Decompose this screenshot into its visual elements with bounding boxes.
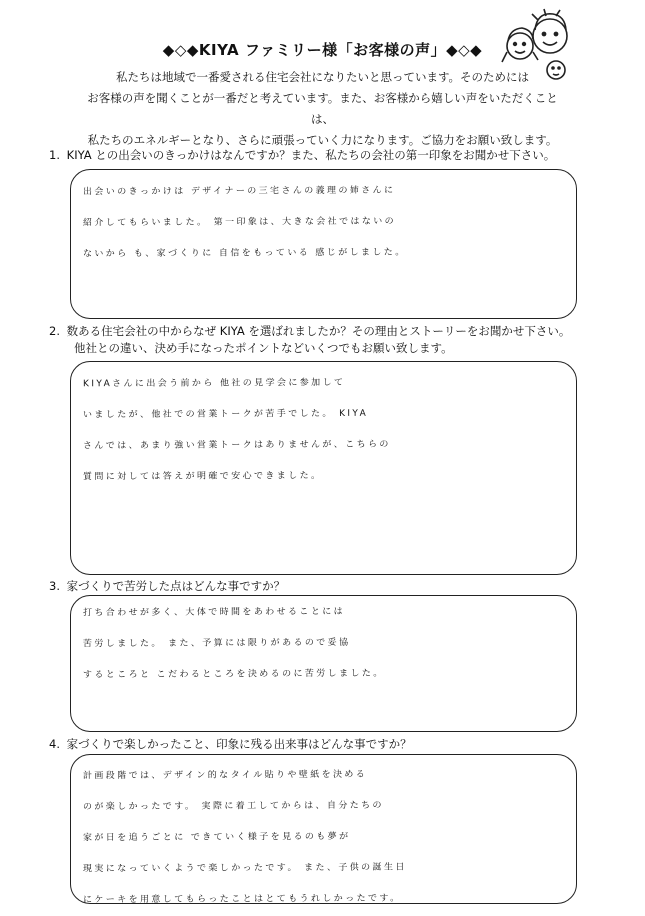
answer-2 bbox=[83, 368, 573, 492]
answer-line: いましたが、他社での営業トークが苦手でした。 KIYA bbox=[82, 408, 369, 421]
question-4 bbox=[49, 736, 609, 753]
answer-line: KIYAさんに出会う前から 他社の見学会に参加して bbox=[82, 377, 346, 390]
answer-line: 質問に対しては答えが明確で安心できました。 bbox=[82, 471, 323, 483]
question-number: 2. bbox=[49, 324, 60, 338]
question-number: 4. bbox=[49, 737, 60, 751]
question-subtext: 他社との違い、決め手になったポイントなどいくつでもお願い致します。 bbox=[74, 341, 453, 355]
answer-3 bbox=[83, 597, 573, 690]
answer-line: 出会いのきっかけは デザイナーの三宅さんの義理の姉さんに bbox=[82, 185, 396, 198]
answer-line: 家が日を追うごとに できていく様子を見るのも夢が bbox=[82, 831, 351, 844]
question-number: 1. bbox=[49, 148, 60, 162]
answer-line: 打ち合わせが多く、大体で時間をあわせることには bbox=[82, 606, 346, 619]
question-3 bbox=[49, 578, 609, 595]
intro-text bbox=[80, 67, 565, 151]
intro-line: 私たちは地域で一番愛される住宅会社になりたいと思っています。そのためには bbox=[115, 70, 530, 84]
question-text: KIYA との出会いのきっかけはなんですか？また、私たちの会社の第一印象をお聞かせ下さい。 bbox=[66, 148, 556, 162]
question-text: 家づくりで楽しかったこと、印象に残る出来事はどんな事ですか？ bbox=[66, 737, 412, 751]
question-text: 家づくりで苦労した点はどんな事ですか？ bbox=[66, 579, 286, 593]
answer-line: 現実になっていくようで楽しかったです。 また、子供の誕生日 bbox=[82, 862, 407, 875]
question-number: 3. bbox=[49, 579, 60, 593]
question-text: 数ある住宅会社の中からなぜ KIYA を選ばれましたか？その理由とストーリーをお聞かせ下さい。 bbox=[66, 324, 571, 338]
answer-line: 苦労しました。 また、予算には限りがあるので妥協 bbox=[82, 637, 351, 650]
answer-1 bbox=[83, 176, 573, 269]
intro-line: お客様の声を聞くことが一番だと考えています。また、お客様から嬉しい声をいただくことは、 bbox=[87, 91, 558, 126]
answer-line: ないから も、家づくりに 自信をもっている 感じがしました。 bbox=[82, 247, 407, 260]
answer-line: 計画段階では、デザイン的なタイル貼りや壁紙を決める bbox=[82, 769, 368, 782]
answer-line: するところと こだわるところを決めるのに苦労しました。 bbox=[82, 668, 385, 681]
intro-line: 私たちのエネルギーとなり、さらに頑張っていく力になります。ご協力をお願い致します。 bbox=[87, 133, 558, 147]
answer-line: にケーキを用意してもらったことはとてもうれしかったです。 bbox=[82, 893, 402, 906]
answer-line: のが楽しかったです。 実際に着工してからは、自分たちの bbox=[82, 800, 384, 813]
answer-line: 紹介してもらいました。 第一印象は、大きな会社ではないの bbox=[82, 216, 397, 229]
answer-line: さんでは、あまり強い営業トークはありませんが、こちらの bbox=[82, 439, 391, 452]
page-title: ◆◇◆KIYA ファミリー様「お客様の声」◆◇◆ bbox=[162, 41, 483, 59]
question-1 bbox=[49, 147, 609, 164]
question-2 bbox=[49, 323, 609, 357]
